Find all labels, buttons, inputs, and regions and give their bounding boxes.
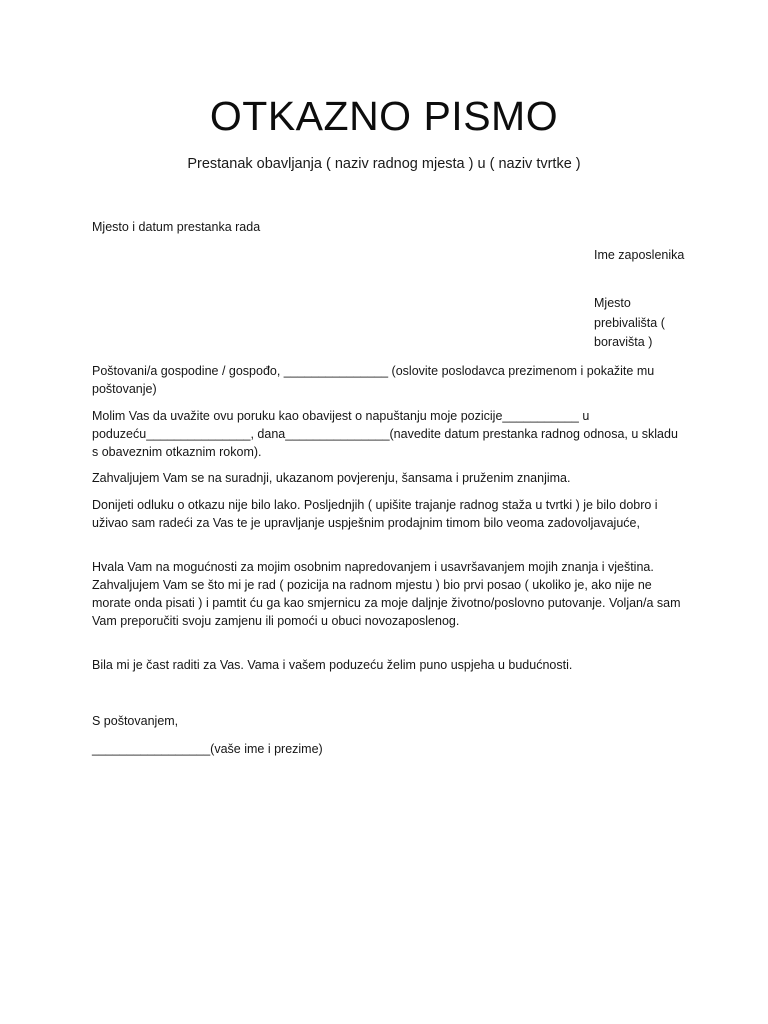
document-title: OTKAZNO PISMO [209, 93, 559, 139]
body-paragraph-2: Zahvaljujem Vam se na suradnji, ukazanom povjerenju, šansama i pruženim znanjima. [92, 471, 571, 485]
body-paragraph-5: Bila mi je čast raditi za Vas. Vama i vašem poduzeću želim puno uspjeha u budućnosti. [92, 658, 573, 672]
employee-name-block: Ime zaposlenika [594, 248, 685, 262]
salutation-paragraph: Poštovani/a gospodine / gospođo, _______________ (oslovite poslodavca prezimenom i pokažite mu poštovanje) [92, 364, 655, 396]
document-subtitle: Prestanak obavljanja ( naziv radnog mjesta ) u ( naziv tvrtke ) [187, 156, 581, 172]
residence-block: Mjesto prebivališta ( boravišta ) [594, 296, 665, 349]
body-paragraph-3: Donijeti odluku o otkazu nije bilo lako. Posljednjih ( upišite trajanje radnog staža u tvrtki ) je bilo dobro i uživao sam radeći za Vas te je upravljanje uspješnim prodajnim timom bilo veoma zadovoljavajuće, [92, 498, 658, 530]
body-paragraph-4: Hvala Vam na mogućnosti za mojim osobnim napredovanjem i usavršavanjem mojih znanja i vještina. Zahvaljujem Vam se što mi je rad ( pozicija na radnom mjestu ) bio prvi posao ( ukoliko je, ako nije ne morate onda pisati ) i pamtit ću ga kao smjernicu za moje daljnje životno/poslovno putovanje. Voljan/a sam Vam preporučiti svoju zamjenu ili pomoći u obuci novozaposlenog. [92, 560, 681, 628]
body-paragraph-1: Molim Vas da uvažite ovu poruku kao obavijest o napuštanju moje pozicije___________ u poduzeću_______________, dana_______________(navedite datum prestanka radnog odnosa, u skladu s obaveznim otkaznim rokom). [92, 409, 678, 459]
signature-line: _________________(vaše ime i prezime) [92, 742, 323, 756]
place-date-line: Mjesto i datum prestanka rada [92, 220, 261, 234]
closing-line: S poštovanjem, [92, 714, 179, 728]
